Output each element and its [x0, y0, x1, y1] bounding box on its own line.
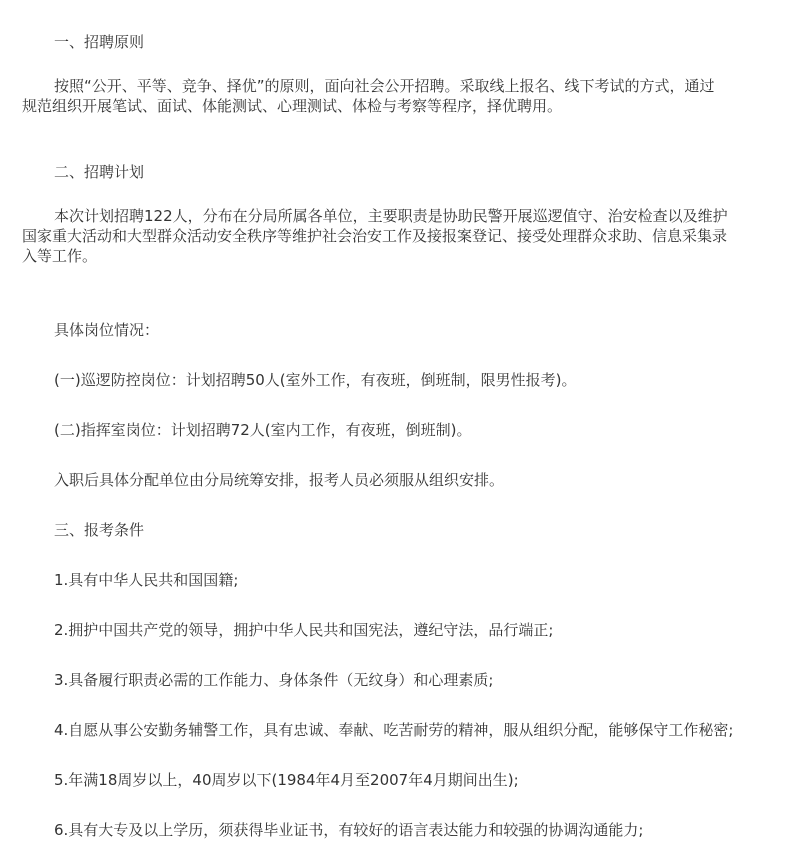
position-item-patrol: (一)巡逻防控岗位：计划招聘50人(室外工作，有夜班，倒班制，限男性报考)。 — [54, 371, 577, 389]
plan-line-1: 本次计划招聘122人，分布在分局所属各单位，主要职责是协助民警开展巡逻值守、治安检查以及维护 — [54, 207, 728, 225]
principles-line-1: 按照“公开、平等、竞争、择优”的原则，面向社会公开招聘。采取线上报名、线下考试的方式，通过 — [54, 77, 715, 95]
condition-item: 2.拥护中国共产党的领导，拥护中华人民共和国宪法，遵纪守法，品行端正; — [54, 621, 554, 639]
section-heading-principles: 一、招聘原则 — [54, 33, 145, 51]
plan-paragraph — [22, 206, 728, 266]
condition-item: 6.具有大专及以上学历，须获得毕业证书，有较好的语言表达能力和较强的协调沟通能力; — [54, 821, 644, 839]
condition-item: 1.具有中华人民共和国国籍; — [54, 571, 239, 589]
principles-paragraph — [22, 76, 715, 116]
section-heading-conditions: 三、报考条件 — [54, 521, 145, 539]
condition-item: 3.具备履行职责必需的工作能力、身体条件（无纹身）和心理素质; — [54, 671, 494, 689]
condition-item: 4.自愿从事公安勤务辅警工作，具有忠诚、奉献、吃苦耐劳的精神，服从组织分配，能够保守工作秘密; — [54, 721, 734, 739]
assignment-note: 入职后具体分配单位由分局统筹安排，报考人员必须服从组织安排。 — [54, 471, 505, 489]
section-heading-plan: 二、招聘计划 — [54, 163, 145, 181]
positions-intro: 具体岗位情况： — [54, 321, 160, 339]
plan-line-2: 国家重大活动和大型群众活动安全秩序等维护社会治安工作及接报案登记、接受处理群众求助、信息采集录 — [22, 227, 728, 245]
principles-line-2: 规范组织开展笔试、面试、体能测试、心理测试、体检与考察等程序，择优聘用。 — [22, 97, 563, 115]
position-item-command-room: (二)指挥室岗位：计划招聘72人(室内工作，有夜班，倒班制)。 — [54, 421, 472, 439]
condition-item: 5.年满18周岁以上，40周岁以下(1984年4月至2007年4月期间出生); — [54, 771, 519, 789]
plan-line-3: 入等工作。 — [22, 247, 98, 265]
